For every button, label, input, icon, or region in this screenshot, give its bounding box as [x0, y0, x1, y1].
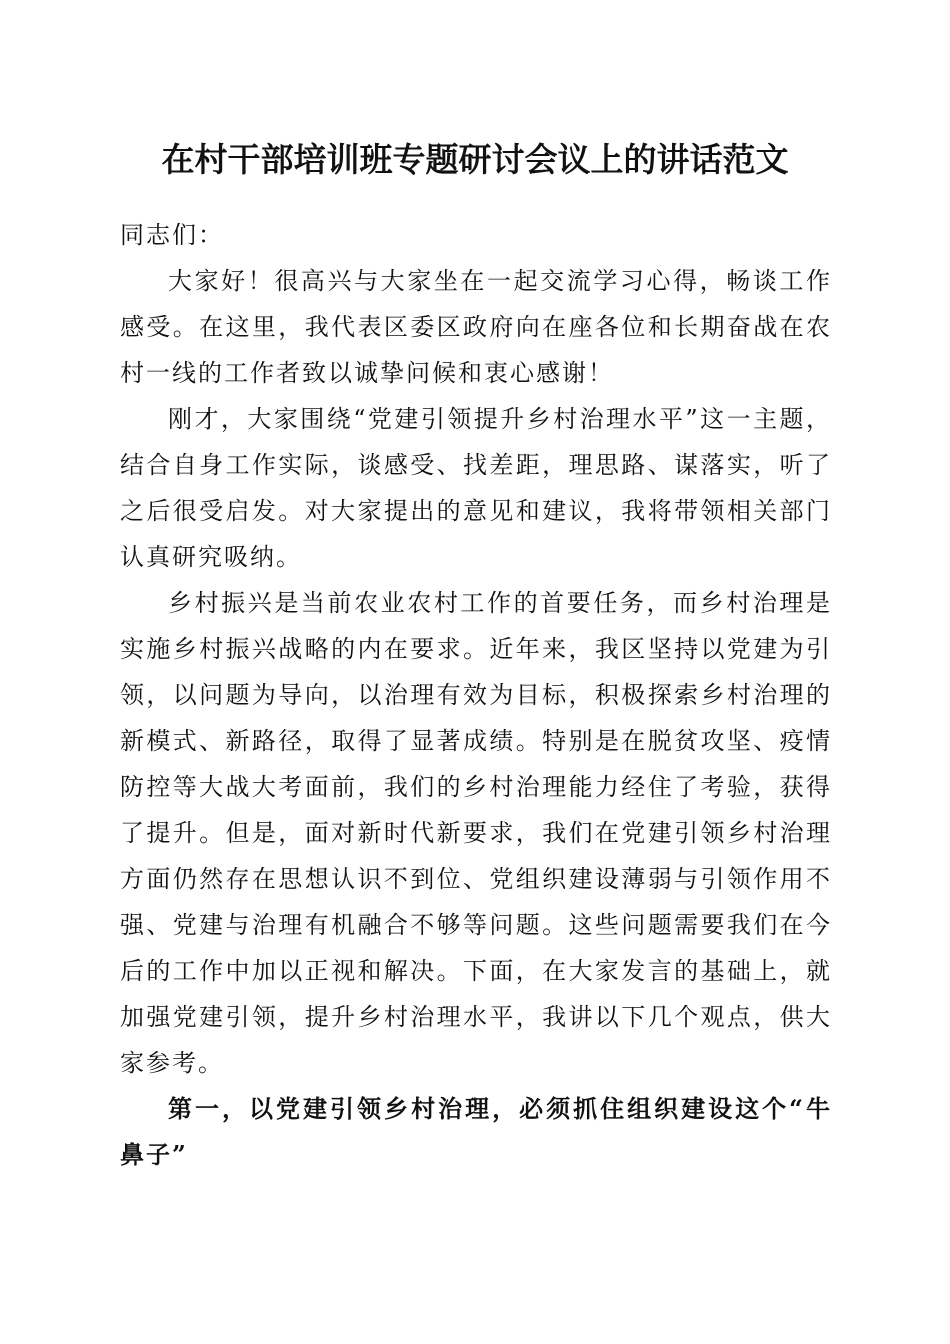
paragraph-rural-revitalization: 乡村振兴是当前农业农村工作的首要任务，而乡村治理是实施乡村振兴战略的内在要求。近年来，我区坚持以党建为引领，以问题为导向，以治理有效为目标，积极探索乡村治理的新模式、新路径，取得了显著成绩。特别是在脱贫攻坚、疫情防控等大战大考面前，我们的乡村治理能力经住了考验，获得了提升。但是，面对新时代新要求，我们在党建引领乡村治理方面仍然存在思想认识不到位、党组织建设薄弱与引领作用不强、党建与治理有机融合不够等问题。这些问题需要我们在今后的工作中加以正视和解决。下面，在大家发言的基础上，就加强党建引领，提升乡村治理水平，我讲以下几个观点，供大家参考。 — [120, 589, 832, 1077]
document-title: 在村干部培训班专题研讨会议上的讲话范文 — [161, 140, 789, 179]
point-heading-first: 第一，以党建引领乡村治理，必须抓住组织建设这个“牛鼻子” — [120, 1094, 832, 1169]
paragraph-discussion: 刚才，大家围绕“党建引领提升乡村治理水平”这一主题，结合自身工作实际，谈感受、找差距，理思路、谋落实，听了之后很受启发。对大家提出的意见和建议，我将带领相关部门认真研究吸纳。 — [120, 405, 832, 571]
salutation: 同志们： — [120, 221, 224, 249]
document-body — [120, 212, 832, 1178]
paragraph-greeting: 大家好！很高兴与大家坐在一起交流学习心得，畅谈工作感受。在这里，我代表区委区政府向在座各位和长期奋战在农村一线的工作者致以诚挚问候和衷心感谢！ — [120, 267, 832, 387]
